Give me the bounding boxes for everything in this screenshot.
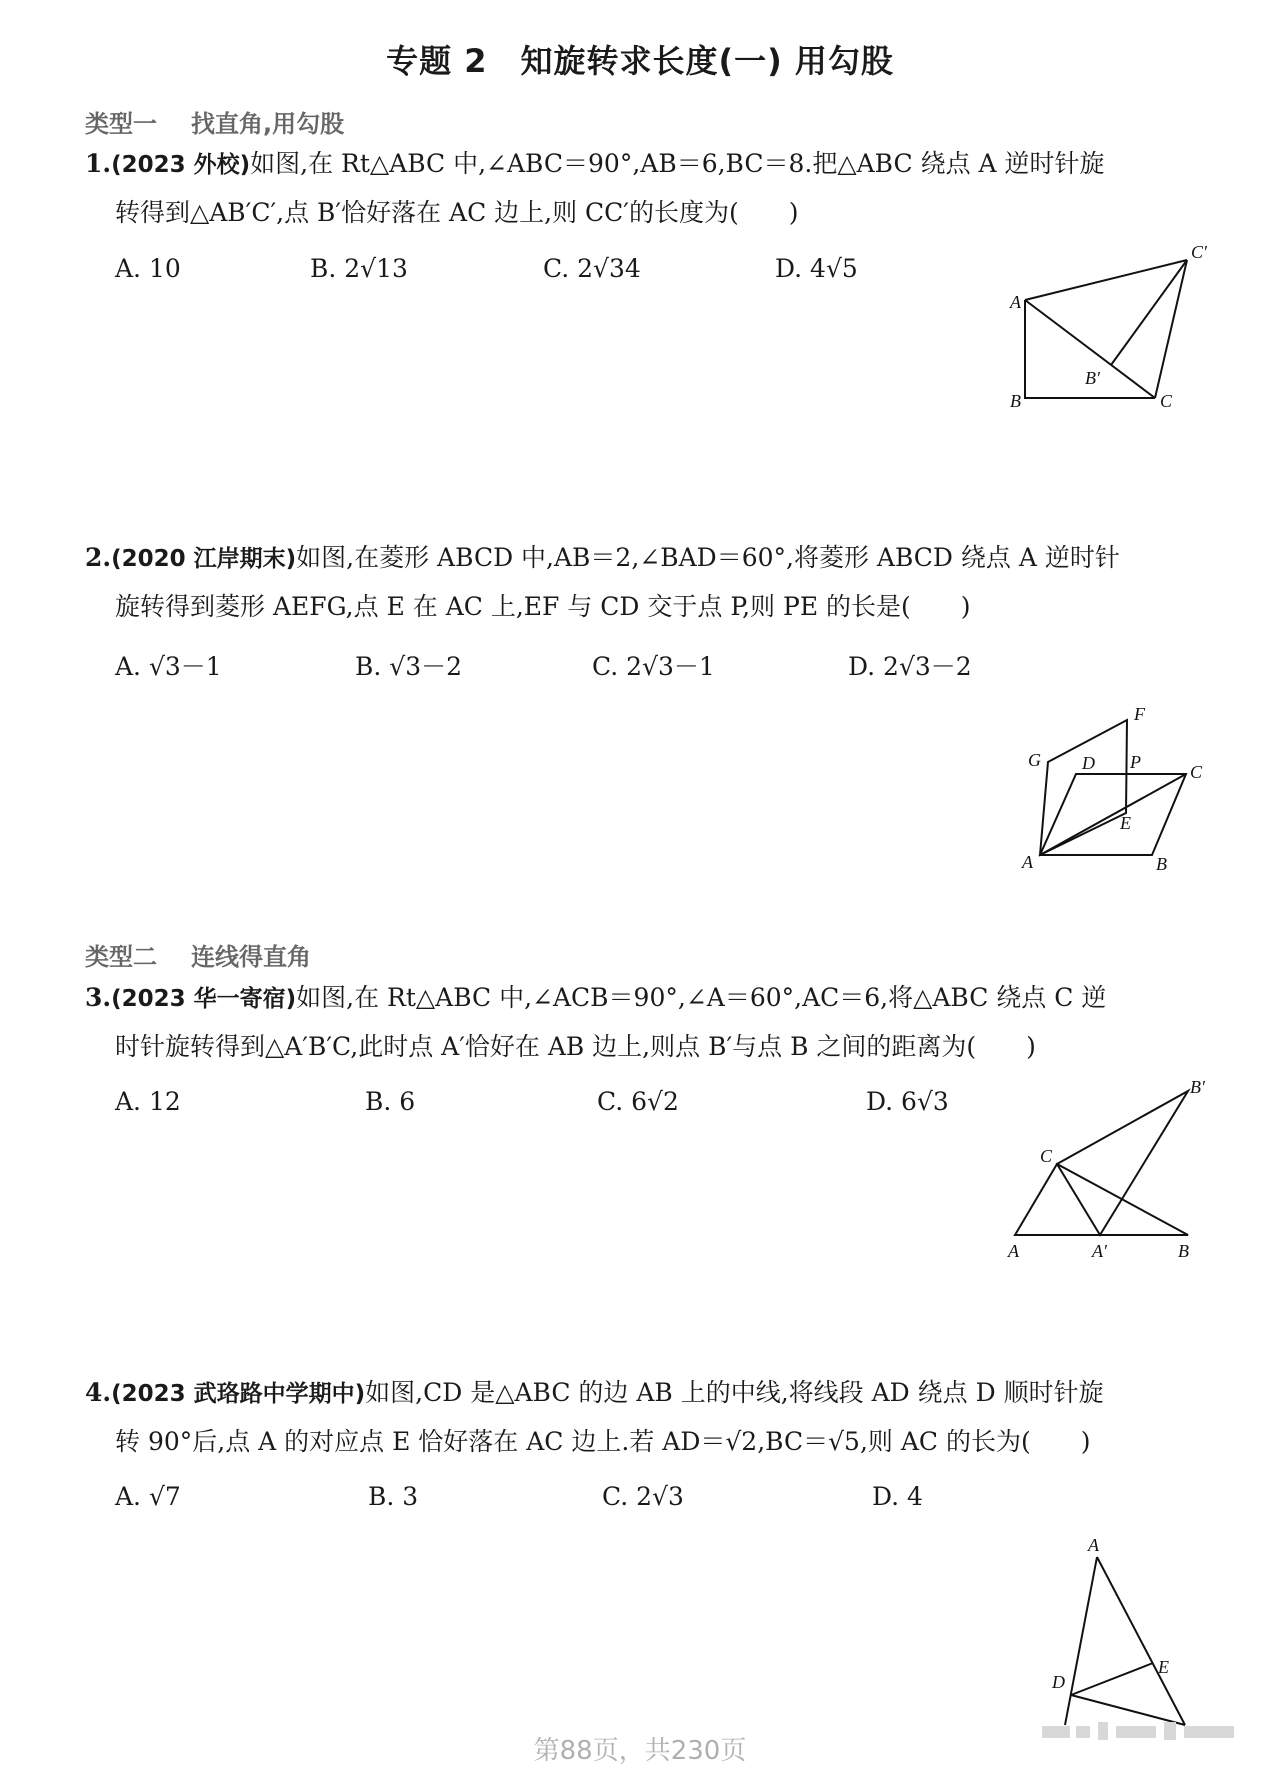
option-a: A. √3－1 bbox=[115, 652, 222, 681]
question-3 bbox=[85, 974, 1215, 1071]
question-text-line1: 如图,在 Rt△ABC 中,∠ACB＝90°,∠A＝60°,AC＝6,将△ABC 绕点 C 逆 bbox=[296, 983, 1107, 1012]
fig2-rhombus-aefg bbox=[1040, 720, 1127, 855]
section-name: 连线得直角 bbox=[191, 943, 311, 971]
option-c: C. 2√34 bbox=[543, 254, 641, 283]
option-c: C. 6√2 bbox=[597, 1087, 679, 1116]
fig2-label-g: G bbox=[1028, 750, 1041, 770]
figure-3 bbox=[1000, 1075, 1240, 1265]
watermark-toolbar bbox=[1042, 1722, 1242, 1742]
section-type-1 bbox=[85, 104, 344, 139]
watermark-bar bbox=[1098, 1722, 1108, 1740]
question-text-line2: 旋转得到菱形 AEFG,点 E 在 AC 上,EF 与 CD 交于点 P,则 PE 的长是( ) bbox=[115, 592, 971, 621]
fig2-label-d: D bbox=[1082, 753, 1095, 773]
option-b: B. √3－2 bbox=[355, 652, 463, 681]
option-c: C. 2√3 bbox=[602, 1482, 684, 1511]
fig3-triangle-abc bbox=[1015, 1164, 1188, 1235]
watermark-bar bbox=[1042, 1726, 1070, 1738]
option-d: D. 2√3－2 bbox=[848, 652, 972, 681]
fig2-label-e: E bbox=[1120, 813, 1131, 833]
option-d: D. 4√5 bbox=[775, 254, 858, 283]
question-text-line2: 转 90°后,点 A 的对应点 E 恰好落在 AC 边上.若 AD＝√2,BC＝√5,则 AC 的长为( ) bbox=[115, 1427, 1091, 1456]
fig3-label-a: A bbox=[1008, 1241, 1019, 1261]
section-label: 类型二 bbox=[85, 943, 157, 971]
fig1-label-b-prime: B′ bbox=[1085, 368, 1100, 388]
fig2-label-f: F bbox=[1134, 704, 1145, 724]
question-number: 1. bbox=[85, 149, 112, 178]
section-name: 找直角,用勾股 bbox=[191, 110, 345, 138]
option-d: D. 6√3 bbox=[866, 1087, 949, 1116]
figure-4 bbox=[1040, 1535, 1240, 1735]
question-source: (2023 华一寄宿) bbox=[111, 986, 297, 1012]
question-1 bbox=[85, 140, 1215, 237]
question-source: (2023 外校) bbox=[111, 152, 251, 178]
fig4-label-e: E bbox=[1158, 1657, 1169, 1677]
option-b: B. 3 bbox=[368, 1482, 419, 1511]
fig4-label-d: D bbox=[1052, 1672, 1065, 1692]
fig1-label-b: B bbox=[1010, 391, 1021, 411]
fig2-label-b: B bbox=[1156, 854, 1167, 874]
question-number: 4. bbox=[85, 1378, 112, 1407]
option-c: C. 2√3－1 bbox=[592, 652, 715, 681]
fig2-diagonal-ac bbox=[1040, 774, 1186, 855]
option-b: B. 6 bbox=[365, 1087, 416, 1116]
fig1-label-c: C bbox=[1160, 391, 1173, 411]
fig3-label-a-prime: A′ bbox=[1092, 1241, 1107, 1261]
fig3-label-b: B bbox=[1178, 1241, 1189, 1261]
fig2-label-p: P bbox=[1130, 752, 1141, 772]
question-4 bbox=[85, 1369, 1215, 1466]
option-d: D. 4 bbox=[872, 1482, 923, 1511]
question-text-line2: 转得到△AB′C′,点 B′恰好落在 AC 边上,则 CC′的长度为( ) bbox=[115, 198, 799, 227]
fig4-side-ac bbox=[1097, 1557, 1185, 1725]
question-text-line1: 如图,在 Rt△ABC 中,∠ABC＝90°,AB＝6,BC＝8.把△ABC 绕点 A 逆时针旋 bbox=[250, 149, 1105, 178]
watermark-bar bbox=[1076, 1726, 1090, 1738]
fig2-label-a: A bbox=[1022, 852, 1033, 872]
page-footer: 第88页，共230页 bbox=[533, 1736, 747, 1766]
fig1-label-a: A bbox=[1010, 292, 1021, 312]
option-a: A. 10 bbox=[115, 254, 181, 283]
question-text-line1: 如图,在菱形 ABCD 中,AB＝2,∠BAD＝60°,将菱形 ABCD 绕点 A 逆时针 bbox=[296, 543, 1120, 572]
section-type-2 bbox=[85, 937, 311, 972]
fig4-label-a: A bbox=[1088, 1535, 1099, 1555]
watermark-bar bbox=[1116, 1726, 1156, 1738]
section-label: 类型一 bbox=[85, 110, 157, 138]
watermark-bar bbox=[1184, 1726, 1234, 1738]
option-a: A. √7 bbox=[115, 1482, 181, 1511]
figure-2 bbox=[1010, 698, 1240, 883]
fig3-triangle-a-prime-b-prime-c bbox=[1057, 1091, 1188, 1235]
fig4-median-cd bbox=[1071, 1695, 1185, 1725]
fig1-label-c-prime: C′ bbox=[1191, 242, 1207, 262]
fig2-label-c: C bbox=[1190, 762, 1203, 782]
fig3-label-c: C bbox=[1040, 1146, 1053, 1166]
question-2 bbox=[85, 534, 1215, 631]
watermark-bar bbox=[1164, 1722, 1176, 1740]
option-a: A. 12 bbox=[115, 1087, 181, 1116]
question-text-line2: 时针旋转得到△A′B′C,此时点 A′恰好在 AB 边上,则点 B′与点 B 之间的距离为( ) bbox=[115, 1032, 1036, 1061]
question-number: 2. bbox=[85, 543, 112, 572]
question-source: (2023 武珞路中学期中) bbox=[111, 1381, 366, 1407]
question-text-line1: 如图,CD 是△ABC 的边 AB 上的中线,将线段 AD 绕点 D 顺时针旋 bbox=[365, 1378, 1104, 1407]
fig3-label-b-prime: B′ bbox=[1190, 1077, 1205, 1097]
question-source: (2020 江岸期末) bbox=[111, 546, 297, 572]
page-title: 专题 2 知旋转求长度(一) 用勾股 bbox=[386, 42, 894, 80]
fig4-segment-de bbox=[1071, 1663, 1153, 1695]
figure-1 bbox=[1005, 238, 1235, 418]
option-b: B. 2√13 bbox=[310, 254, 408, 283]
question-number: 3. bbox=[85, 983, 112, 1012]
